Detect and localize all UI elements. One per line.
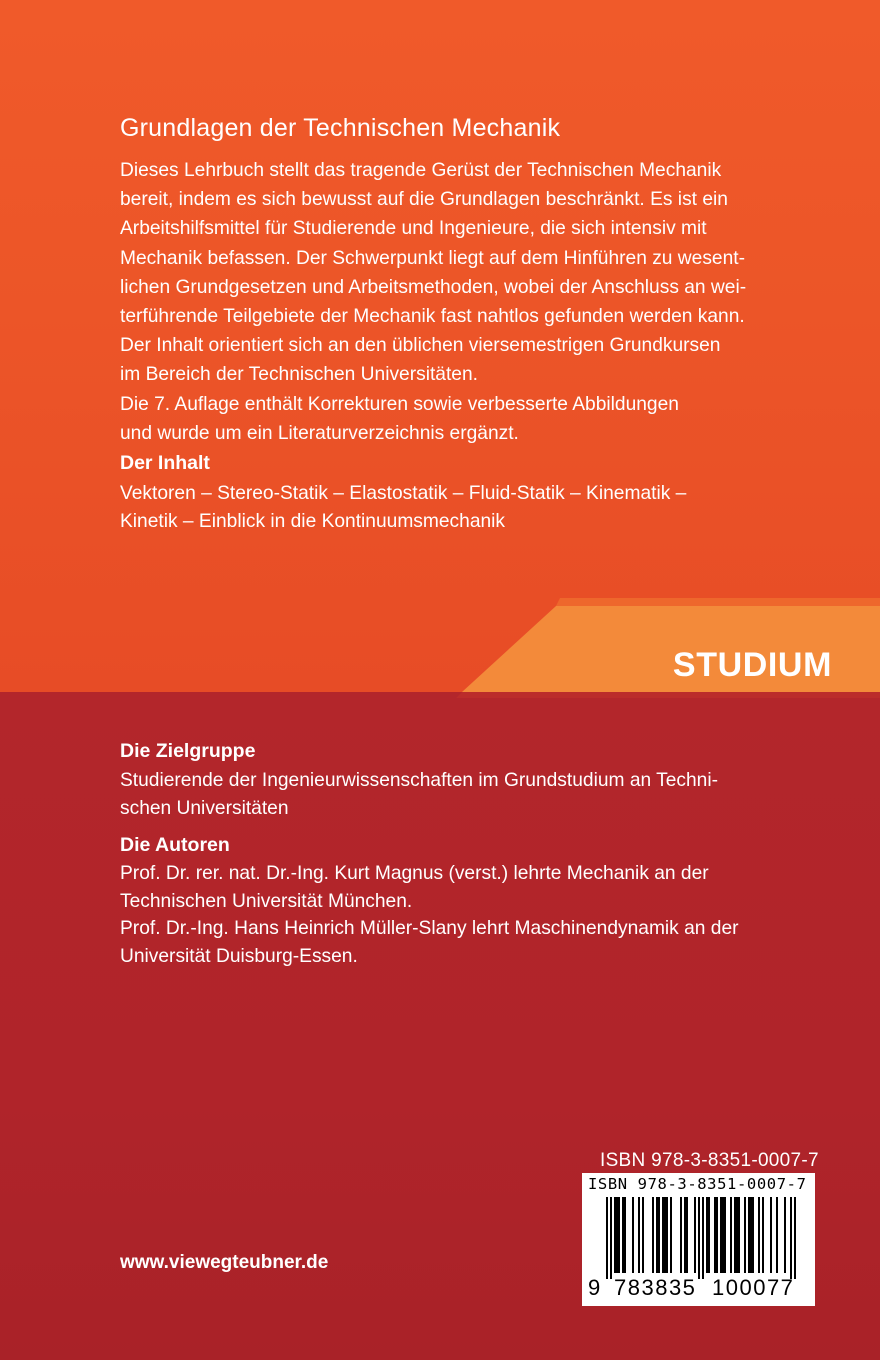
autoren-line: Prof. Dr. rer. nat. Dr.-Ing. Kurt Magnus (verst.) lehrte Mechanik an der: [120, 863, 709, 884]
barcode-bar: [752, 1197, 754, 1273]
barcode-bar: [716, 1197, 718, 1273]
description-line: Der Inhalt orientiert sich an den üblichen viersemestrigen Grundkursen: [120, 335, 721, 357]
barcode-bar: [784, 1197, 786, 1273]
barcode-bar: [734, 1197, 736, 1273]
barcode-bar: [724, 1197, 726, 1273]
barcode-bar: [638, 1197, 640, 1273]
barcode-bar: [790, 1197, 792, 1279]
isbn-barcode: [582, 1173, 815, 1306]
description-line: bereit, indem es sich bewusst auf die Grundlagen beschränkt. Es ist ein: [120, 189, 728, 211]
zielgruppe-line: schen Universitäten: [120, 797, 289, 819]
barcode-bar: [642, 1197, 644, 1273]
inhalt-heading: Der Inhalt: [120, 452, 210, 474]
barcode-bar: [606, 1197, 608, 1279]
description-line: lichen Grundgesetzen und Arbeitsmethoden, wobei der Anschluss an wei-: [120, 276, 747, 298]
inhalt-line: Vektoren – Stereo-Statik – Elastostatik – Fluid-Statik – Kinematik –: [120, 483, 687, 504]
inhalt-line: Kinetik – Einblick in die Kontinuumsmechanik: [120, 510, 506, 532]
ean-right-group: 100077: [712, 1275, 795, 1300]
accent-stripe-thin: [556, 598, 880, 606]
barcode-bar: [670, 1197, 672, 1273]
description-line: Mechanik befassen. Der Schwerpunkt liegt auf dem Hinführen zu wesent-: [120, 247, 745, 269]
zielgruppe-heading: Die Zielgruppe: [120, 740, 256, 762]
series-label: STUDIUM: [672, 646, 832, 684]
ean-left-group: 783835: [614, 1275, 697, 1300]
barcode-bar: [694, 1197, 696, 1273]
barcode-bar: [614, 1197, 616, 1273]
zielgruppe-text: [120, 767, 840, 822]
barcode-bar: [632, 1197, 634, 1273]
barcode-bar: [794, 1197, 796, 1279]
book-title: Grundlagen der Technischen Mechanik: [120, 114, 561, 142]
barcode-bar: [652, 1197, 654, 1273]
barcode-bar: [680, 1197, 682, 1273]
barcode-bar: [714, 1197, 716, 1273]
barcode-bar: [708, 1197, 710, 1273]
barcode-bar: [776, 1197, 778, 1273]
barcode-bar: [720, 1197, 722, 1273]
accent-shadow: [456, 692, 880, 698]
barcode-bars-icon: [582, 1195, 815, 1279]
barcode-bar: [750, 1197, 752, 1273]
barcode-bar: [616, 1197, 618, 1273]
barcode-bar: [684, 1197, 686, 1273]
description-line: Die 7. Auflage enthält Korrekturen sowie verbesserte Abbildungen: [120, 393, 679, 415]
barcode-isbn-text: ISBN 978-3-8351-0007-7: [588, 1175, 807, 1193]
publisher-website: www.viewegteubner.de: [120, 1252, 329, 1273]
description-line: im Bereich der Technischen Universitäten.: [120, 364, 478, 386]
zielgruppe-line: Studierende der Ingenieurwissenschaften im Grundstudium an Techni-: [120, 770, 718, 791]
barcode-bar: [622, 1197, 624, 1273]
barcode-bar: [702, 1197, 704, 1279]
description-line: Arbeitshilfsmittel für Studierende und Ingenieure, die sich intensiv mit: [120, 218, 707, 240]
description-line: Dieses Lehrbuch stellt das tragende Gerüst der Technischen Mechanik: [120, 160, 722, 181]
barcode-bar: [656, 1197, 658, 1273]
barcode-bar: [744, 1197, 746, 1273]
barcode-bar: [686, 1197, 688, 1273]
barcode-bar: [758, 1197, 760, 1273]
barcode-bar: [666, 1197, 668, 1273]
barcode-bar: [730, 1197, 732, 1273]
barcode-bar: [664, 1197, 666, 1273]
barcode-bar: [698, 1197, 700, 1279]
description-line: und wurde um ein Literaturverzeichnis ergänzt.: [120, 422, 519, 444]
barcode-bar: [770, 1197, 772, 1273]
inhalt-text: [120, 480, 840, 535]
isbn-label: ISBN 978-3-8351-0007-7: [600, 1150, 819, 1171]
book-description: [120, 156, 840, 448]
barcode-bar: [748, 1197, 750, 1273]
barcode-bar: [658, 1197, 660, 1273]
barcode-bar: [736, 1197, 738, 1273]
barcode-bar: [662, 1197, 664, 1273]
barcode-bar: [762, 1197, 764, 1273]
autoren-heading: Die Autoren: [120, 834, 230, 856]
ean-first-digit: 9: [588, 1275, 601, 1300]
autoren-text: [120, 860, 840, 970]
barcode-bar: [618, 1197, 620, 1273]
barcode-bar: [722, 1197, 724, 1273]
autoren-line: Universität Duisburg-Essen.: [120, 945, 358, 967]
description-line: terführende Teilgebiete der Mechanik fast nahtlos gefunden werden kann.: [120, 306, 745, 328]
barcode-bar: [624, 1197, 626, 1273]
barcode-bar: [610, 1197, 612, 1279]
barcode-bar: [706, 1197, 708, 1273]
autoren-line: Prof. Dr.-Ing. Hans Heinrich Müller-Slany lehrt Maschinendynamik an der: [120, 918, 739, 939]
autoren-line: Technischen Universität München.: [120, 890, 413, 912]
barcode-bar: [738, 1197, 740, 1273]
